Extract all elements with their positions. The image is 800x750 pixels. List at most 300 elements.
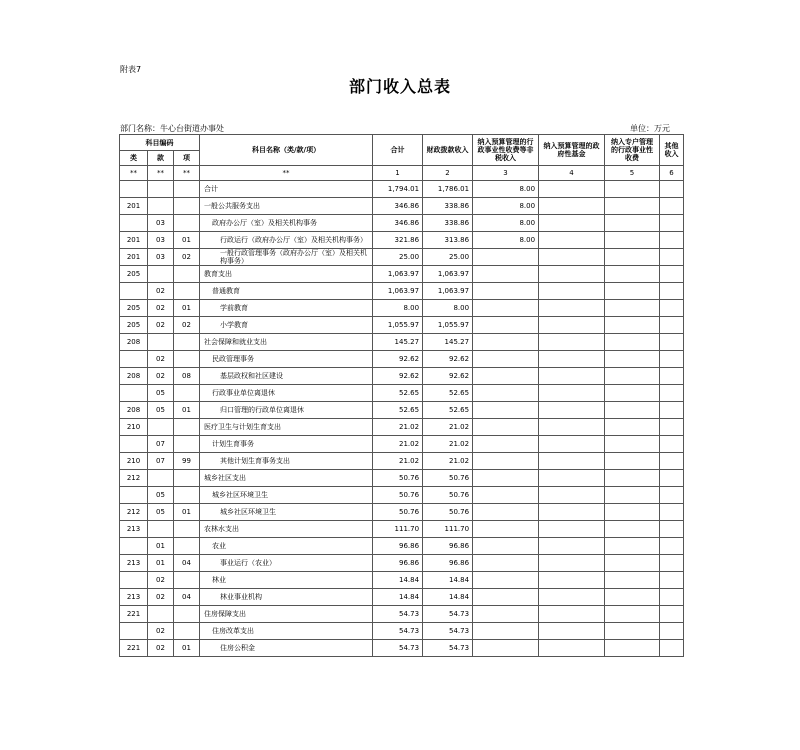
total-cell: 50.76: [373, 504, 423, 521]
xiang-cell: [174, 572, 200, 589]
table-row: [120, 487, 684, 504]
special-admin-cell: [605, 334, 660, 351]
table-row: [120, 640, 684, 657]
subject-name-cell: 社会保障和就业支出: [200, 334, 373, 351]
other-cell: [660, 623, 684, 640]
subject-name-cell: 住房公积金: [200, 640, 373, 657]
total-cell: 1,063.97: [373, 283, 423, 300]
fiscal-cell: 14.84: [423, 572, 473, 589]
total-cell: 111.70: [373, 521, 423, 538]
other-cell: [660, 419, 684, 436]
budget-admin-cell: [473, 300, 539, 317]
other-cell: [660, 538, 684, 555]
special-admin-cell: [605, 487, 660, 504]
other-cell: [660, 334, 684, 351]
budget-gov-fund-cell: [539, 419, 605, 436]
subject-name-cell: 普通教育: [200, 283, 373, 300]
subject-name-cell: 一般公共服务支出: [200, 198, 373, 215]
budget-admin-cell: [473, 453, 539, 470]
kuan-cell: 07: [148, 436, 174, 453]
special-admin-cell: [605, 453, 660, 470]
subject-name-cell: 行政运行（政府办公厅（室）及相关机构事务）: [200, 232, 373, 249]
table-row: [120, 266, 684, 283]
xiang-cell: 01: [174, 640, 200, 657]
xiang-cell: [174, 606, 200, 623]
other-cell: [660, 283, 684, 300]
page-title: 部门收入总表: [348, 77, 451, 96]
table-row: [120, 351, 684, 368]
kuan-cell: [148, 419, 174, 436]
special-admin-cell: [605, 504, 660, 521]
header-lei: 类: [120, 151, 148, 166]
fiscal-cell: 54.73: [423, 640, 473, 657]
subject-name-cell: 住房保障支出: [200, 606, 373, 623]
lei-cell: 208: [120, 368, 148, 385]
xiang-cell: [174, 198, 200, 215]
table-row: [120, 419, 684, 436]
total-cell: 92.62: [373, 351, 423, 368]
table-row: [120, 283, 684, 300]
xiang-cell: [174, 385, 200, 402]
budget-admin-cell: [473, 572, 539, 589]
lei-cell: [120, 436, 148, 453]
subject-name-cell: 民政管理事务: [200, 351, 373, 368]
other-cell: [660, 215, 684, 232]
budget-gov-fund-cell: [539, 232, 605, 249]
total-cell: 54.73: [373, 640, 423, 657]
table-row: [120, 572, 684, 589]
table-row: [120, 436, 684, 453]
xiang-cell: [174, 419, 200, 436]
fiscal-cell: 92.62: [423, 368, 473, 385]
budget-gov-fund-cell: [539, 215, 605, 232]
other-cell: [660, 266, 684, 283]
xiang-cell: 01: [174, 504, 200, 521]
special-admin-cell: [605, 555, 660, 572]
budget-gov-fund-cell: [539, 640, 605, 657]
kuan-cell: 03: [148, 249, 174, 266]
kuan-cell: 03: [148, 215, 174, 232]
other-cell: [660, 504, 684, 521]
fiscal-cell: 52.65: [423, 402, 473, 419]
subject-name-cell: 农业: [200, 538, 373, 555]
subject-name-cell: 学前教育: [200, 300, 373, 317]
budget-gov-fund-cell: [539, 266, 605, 283]
xiang-cell: [174, 181, 200, 198]
xiang-cell: 01: [174, 402, 200, 419]
budget-admin-cell: [473, 368, 539, 385]
special-admin-cell: [605, 470, 660, 487]
kuan-cell: 02: [148, 283, 174, 300]
special-admin-cell: [605, 419, 660, 436]
total-cell: 25.00: [373, 249, 423, 266]
budget-gov-fund-cell: [539, 436, 605, 453]
fiscal-cell: 50.76: [423, 470, 473, 487]
budget-admin-cell: [473, 402, 539, 419]
other-cell: [660, 487, 684, 504]
budget-admin-cell: [473, 470, 539, 487]
special-admin-cell: [605, 181, 660, 198]
lei-cell: 221: [120, 640, 148, 657]
total-cell: 346.86: [373, 198, 423, 215]
fiscal-cell: 1,055.97: [423, 317, 473, 334]
other-cell: [660, 232, 684, 249]
total-cell: 52.65: [373, 402, 423, 419]
xiang-cell: [174, 283, 200, 300]
budget-admin-cell: [473, 538, 539, 555]
budget-gov-fund-cell: [539, 572, 605, 589]
total-cell: 8.00: [373, 300, 423, 317]
lei-cell: [120, 487, 148, 504]
attachment-label: 附表7: [120, 65, 142, 74]
total-cell: 145.27: [373, 334, 423, 351]
fiscal-cell: 92.62: [423, 351, 473, 368]
budget-admin-cell: [473, 589, 539, 606]
special-admin-cell: [605, 572, 660, 589]
budget-gov-fund-cell: [539, 198, 605, 215]
table-row: [120, 215, 684, 232]
kuan-cell: [148, 606, 174, 623]
special-admin-cell: [605, 249, 660, 266]
header-xiang: 项: [174, 151, 200, 166]
fiscal-cell: 1,063.97: [423, 266, 473, 283]
budget-admin-cell: [473, 436, 539, 453]
total-cell: 50.76: [373, 487, 423, 504]
table-row: [120, 521, 684, 538]
subject-name-cell: 事业运行（农业）: [200, 555, 373, 572]
code-cell: 5: [605, 166, 660, 181]
budget-admin-cell: [473, 555, 539, 572]
xiang-cell: 99: [174, 453, 200, 470]
header-budget-gov-fund: 纳入预算管理的政府性基金: [539, 135, 605, 166]
table-row: [120, 402, 684, 419]
special-admin-cell: [605, 317, 660, 334]
budget-admin-cell: [473, 317, 539, 334]
header-other: 其他收入: [660, 135, 684, 166]
fiscal-cell: 338.86: [423, 215, 473, 232]
xiang-cell: 04: [174, 555, 200, 572]
subject-name-cell: 一般行政管理事务（政府办公厅（室）及相关机构事务）: [200, 249, 373, 266]
table-row: [120, 300, 684, 317]
kuan-cell: [148, 470, 174, 487]
special-admin-cell: [605, 283, 660, 300]
other-cell: [660, 555, 684, 572]
kuan-cell: 01: [148, 538, 174, 555]
table-row: [120, 317, 684, 334]
lei-cell: 205: [120, 266, 148, 283]
total-cell: 1,794.01: [373, 181, 423, 198]
code-cell: **: [174, 166, 200, 181]
other-cell: [660, 198, 684, 215]
xiang-cell: [174, 266, 200, 283]
fiscal-cell: 1,786.01: [423, 181, 473, 198]
kuan-cell: 07: [148, 453, 174, 470]
other-cell: [660, 368, 684, 385]
budget-gov-fund-cell: [539, 606, 605, 623]
table-row: [120, 385, 684, 402]
budget-admin-cell: [473, 504, 539, 521]
table-row: [120, 453, 684, 470]
lei-cell: [120, 623, 148, 640]
subject-name-cell: 归口管理的行政单位离退休: [200, 402, 373, 419]
xiang-cell: [174, 351, 200, 368]
xiang-cell: [174, 215, 200, 232]
other-cell: [660, 453, 684, 470]
kuan-cell: 02: [148, 300, 174, 317]
income-summary-table: [119, 134, 684, 657]
department-name: 部门名称：牛心台街道办事处: [120, 124, 224, 133]
kuan-cell: 05: [148, 504, 174, 521]
budget-gov-fund-cell: [539, 470, 605, 487]
other-cell: [660, 249, 684, 266]
table-row: [120, 249, 684, 266]
budget-admin-cell: [473, 606, 539, 623]
table-row: [120, 198, 684, 215]
subject-name-cell: 计划生育事务: [200, 436, 373, 453]
subject-name-cell: 行政事业单位离退休: [200, 385, 373, 402]
table-row: [120, 606, 684, 623]
header-total: 合计: [373, 135, 423, 166]
subject-name-cell: 合计: [200, 181, 373, 198]
fiscal-cell: 52.65: [423, 385, 473, 402]
subject-name-cell: 城乡社区环境卫生: [200, 504, 373, 521]
total-cell: 21.02: [373, 419, 423, 436]
kuan-cell: 02: [148, 317, 174, 334]
subject-name-cell: 林业: [200, 572, 373, 589]
budget-gov-fund-cell: [539, 487, 605, 504]
budget-gov-fund-cell: [539, 334, 605, 351]
budget-admin-cell: [473, 385, 539, 402]
total-cell: 21.02: [373, 453, 423, 470]
special-admin-cell: [605, 538, 660, 555]
kuan-cell: 02: [148, 623, 174, 640]
budget-gov-fund-cell: [539, 385, 605, 402]
other-cell: [660, 317, 684, 334]
special-admin-cell: [605, 385, 660, 402]
kuan-cell: 05: [148, 402, 174, 419]
subject-name-cell: 政府办公厅（室）及相关机构事务: [200, 215, 373, 232]
total-cell: 21.02: [373, 436, 423, 453]
budget-gov-fund-cell: [539, 589, 605, 606]
kuan-cell: [148, 266, 174, 283]
lei-cell: 201: [120, 232, 148, 249]
fiscal-cell: 50.76: [423, 504, 473, 521]
other-cell: [660, 470, 684, 487]
budget-admin-cell: 8.00: [473, 232, 539, 249]
lei-cell: 221: [120, 606, 148, 623]
header-special-admin: 纳入专户管理的行政事业性收费: [605, 135, 660, 166]
total-cell: 54.73: [373, 623, 423, 640]
subject-name-cell: 城乡社区环境卫生: [200, 487, 373, 504]
other-cell: [660, 181, 684, 198]
subject-name-cell: 农林水支出: [200, 521, 373, 538]
code-cell: **: [200, 166, 373, 181]
other-cell: [660, 385, 684, 402]
fiscal-cell: 50.76: [423, 487, 473, 504]
total-cell: 346.86: [373, 215, 423, 232]
table-row: [120, 334, 684, 351]
budget-admin-cell: [473, 487, 539, 504]
header-budget-admin: 纳入预算管理的行政事业性收费等非税收入: [473, 135, 539, 166]
lei-cell: 208: [120, 402, 148, 419]
budget-admin-cell: 8.00: [473, 181, 539, 198]
lei-cell: [120, 283, 148, 300]
table-row: [120, 623, 684, 640]
xiang-cell: 02: [174, 317, 200, 334]
lei-cell: 210: [120, 419, 148, 436]
kuan-cell: [148, 181, 174, 198]
total-cell: 1,055.97: [373, 317, 423, 334]
subject-name-cell: 其他计划生育事务支出: [200, 453, 373, 470]
table-row: [120, 368, 684, 385]
fiscal-cell: 14.84: [423, 589, 473, 606]
fiscal-cell: 313.86: [423, 232, 473, 249]
special-admin-cell: [605, 521, 660, 538]
fiscal-cell: 54.73: [423, 623, 473, 640]
special-admin-cell: [605, 300, 660, 317]
lei-cell: [120, 181, 148, 198]
table-row: [120, 555, 684, 572]
xiang-cell: [174, 538, 200, 555]
subject-name-cell: 小学教育: [200, 317, 373, 334]
budget-admin-cell: [473, 419, 539, 436]
budget-admin-cell: [473, 351, 539, 368]
special-admin-cell: [605, 351, 660, 368]
fiscal-cell: 21.02: [423, 453, 473, 470]
other-cell: [660, 402, 684, 419]
unit-label: 单位：万元: [630, 124, 670, 133]
total-cell: 96.86: [373, 538, 423, 555]
other-cell: [660, 572, 684, 589]
table-row: [120, 589, 684, 606]
header-fiscal: 财政拨款收入: [423, 135, 473, 166]
code-cell: **: [148, 166, 174, 181]
lei-cell: 205: [120, 300, 148, 317]
budget-gov-fund-cell: [539, 283, 605, 300]
budget-gov-fund-cell: [539, 453, 605, 470]
kuan-cell: 02: [148, 368, 174, 385]
kuan-cell: [148, 334, 174, 351]
fiscal-cell: 1,063.97: [423, 283, 473, 300]
budget-gov-fund-cell: [539, 181, 605, 198]
special-admin-cell: [605, 266, 660, 283]
lei-cell: [120, 215, 148, 232]
code-cell: 2: [423, 166, 473, 181]
lei-cell: [120, 351, 148, 368]
xiang-cell: [174, 334, 200, 351]
budget-gov-fund-cell: [539, 351, 605, 368]
lei-cell: 205: [120, 317, 148, 334]
subject-name-cell: 教育支出: [200, 266, 373, 283]
budget-admin-cell: [473, 334, 539, 351]
code-cell: 6: [660, 166, 684, 181]
other-cell: [660, 640, 684, 657]
budget-admin-cell: 8.00: [473, 215, 539, 232]
xiang-cell: [174, 521, 200, 538]
lei-cell: [120, 385, 148, 402]
special-admin-cell: [605, 589, 660, 606]
budget-admin-cell: [473, 249, 539, 266]
special-admin-cell: [605, 232, 660, 249]
special-admin-cell: [605, 198, 660, 215]
budget-gov-fund-cell: [539, 317, 605, 334]
lei-cell: 208: [120, 334, 148, 351]
lei-cell: 213: [120, 589, 148, 606]
xiang-cell: 08: [174, 368, 200, 385]
code-cell: 1: [373, 166, 423, 181]
lei-cell: [120, 538, 148, 555]
budget-admin-cell: 8.00: [473, 198, 539, 215]
other-cell: [660, 521, 684, 538]
budget-admin-cell: [473, 521, 539, 538]
xiang-cell: [174, 487, 200, 504]
header-kuan: 款: [148, 151, 174, 166]
total-cell: 321.86: [373, 232, 423, 249]
special-admin-cell: [605, 623, 660, 640]
xiang-cell: 02: [174, 249, 200, 266]
special-admin-cell: [605, 606, 660, 623]
total-cell: 14.84: [373, 589, 423, 606]
budget-gov-fund-cell: [539, 504, 605, 521]
code-cell: **: [120, 166, 148, 181]
lei-cell: 201: [120, 198, 148, 215]
lei-cell: 213: [120, 521, 148, 538]
special-admin-cell: [605, 436, 660, 453]
kuan-cell: 01: [148, 555, 174, 572]
kuan-cell: 02: [148, 572, 174, 589]
total-cell: 50.76: [373, 470, 423, 487]
budget-gov-fund-cell: [539, 368, 605, 385]
fiscal-cell: 21.02: [423, 419, 473, 436]
lei-cell: 201: [120, 249, 148, 266]
other-cell: [660, 351, 684, 368]
lei-cell: 210: [120, 453, 148, 470]
total-cell: 1,063.97: [373, 266, 423, 283]
total-cell: 14.84: [373, 572, 423, 589]
special-admin-cell: [605, 368, 660, 385]
lei-cell: 212: [120, 504, 148, 521]
kuan-cell: 02: [148, 640, 174, 657]
fiscal-cell: 96.86: [423, 538, 473, 555]
budget-gov-fund-cell: [539, 521, 605, 538]
header-code-group: 科目编码: [120, 135, 200, 151]
table-row: [120, 181, 684, 198]
table-row: [120, 470, 684, 487]
subject-name-cell: 林业事业机构: [200, 589, 373, 606]
kuan-cell: 02: [148, 351, 174, 368]
fiscal-cell: 25.00: [423, 249, 473, 266]
code-cell: 3: [473, 166, 539, 181]
kuan-cell: 05: [148, 487, 174, 504]
subject-name-cell: 基层政权和社区建设: [200, 368, 373, 385]
special-admin-cell: [605, 640, 660, 657]
xiang-cell: [174, 436, 200, 453]
fiscal-cell: 96.86: [423, 555, 473, 572]
budget-gov-fund-cell: [539, 300, 605, 317]
fiscal-cell: 21.02: [423, 436, 473, 453]
kuan-cell: [148, 521, 174, 538]
lei-cell: [120, 572, 148, 589]
budget-gov-fund-cell: [539, 623, 605, 640]
budget-gov-fund-cell: [539, 555, 605, 572]
xiang-cell: 01: [174, 232, 200, 249]
fiscal-cell: 8.00: [423, 300, 473, 317]
total-cell: 54.73: [373, 606, 423, 623]
budget-admin-cell: [473, 283, 539, 300]
fiscal-cell: 54.73: [423, 606, 473, 623]
subject-name-cell: 医疗卫生与计划生育支出: [200, 419, 373, 436]
xiang-cell: 04: [174, 589, 200, 606]
